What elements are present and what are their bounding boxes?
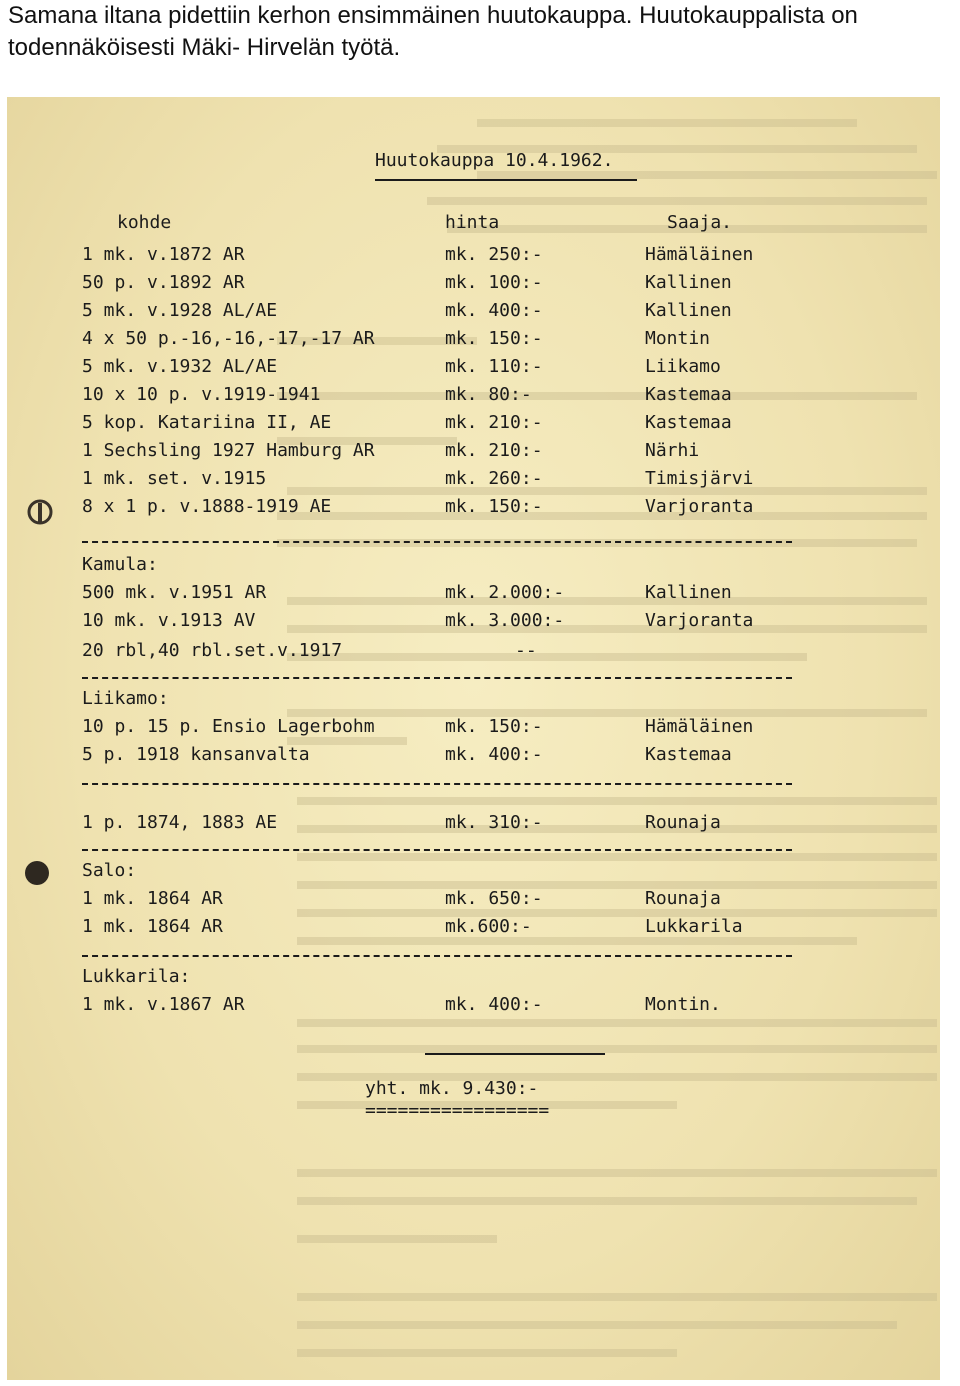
list-item [7, 745, 940, 767]
item-price: mk. 150:- [445, 716, 543, 737]
header-price: hinta [445, 212, 500, 233]
header-buyer: Saaja. [667, 212, 733, 233]
scanned-document [7, 97, 940, 1380]
section-divider [82, 955, 792, 957]
item-name: 1 mk. set. v.1915 [82, 468, 267, 489]
item-price: -- [515, 640, 537, 661]
section-label-lukkarila: Lukkarila: [82, 966, 191, 987]
column-headers [7, 213, 940, 235]
list-item [7, 301, 940, 323]
item-name: 5 kop. Katariina II, AE [82, 412, 332, 433]
item-name: 1 Sechsling 1927 Hamburg AR [82, 440, 375, 461]
item-price: mk. 210:- [445, 412, 543, 433]
item-name: 4 x 50 p.-16,-16,-17,-17 AR [82, 328, 375, 349]
item-price: mk. 2.000:- [445, 582, 565, 603]
item-price: mk.600:- [445, 916, 532, 937]
item-buyer: Närhi [645, 440, 700, 461]
item-name: 1 mk. 1864 AR [82, 888, 223, 909]
item-buyer: Rounaja [645, 812, 721, 833]
header-item: kohde [117, 212, 172, 233]
item-price: mk. 260:- [445, 468, 543, 489]
list-item [7, 611, 940, 633]
item-name: 1 p. 1874, 1883 AE [82, 812, 278, 833]
caption [8, 0, 958, 64]
item-price: mk. 250:- [445, 244, 543, 265]
list-item [7, 329, 940, 351]
item-buyer: Hämäläinen [645, 716, 754, 737]
item-buyer: Lukkarila [645, 916, 743, 937]
list-item [7, 385, 940, 407]
list-item [7, 245, 940, 267]
list-item [7, 413, 940, 435]
item-name: 1 mk. 1864 AR [82, 916, 223, 937]
item-buyer: Varjoranta [645, 496, 754, 517]
item-price: mk. 150:- [445, 496, 543, 517]
list-item [7, 995, 940, 1017]
item-buyer: Kallinen [645, 300, 732, 321]
document-title: Huutokauppa 10.4.1962. [375, 150, 614, 171]
item-price: mk. 400:- [445, 744, 543, 765]
item-price: mk. 400:- [445, 300, 543, 321]
item-name: 20 rbl,40 rbl.set.v.1917 [82, 640, 343, 661]
list-item [7, 497, 940, 519]
item-buyer: Kallinen [645, 272, 732, 293]
item-price: mk. 310:- [445, 812, 543, 833]
total-double-underline: ================= [365, 1100, 550, 1121]
item-name: 5 mk. v.1928 AL/AE [82, 300, 278, 321]
total-amount: yht. mk. 9.430:- [365, 1078, 539, 1099]
item-buyer: Kallinen [645, 582, 732, 603]
item-buyer: Rounaja [645, 888, 721, 909]
list-item [7, 583, 940, 605]
section-divider [82, 849, 792, 851]
item-name: 10 mk. v.1913 AV [82, 610, 256, 631]
caption-line-1: Samana iltana pidettiin kerhon ensimmäinen huutokauppa. Huutokauppalista on [8, 2, 858, 29]
item-price: mk. 100:- [445, 272, 543, 293]
item-name: 8 x 1 p. v.1888-1919 AE [82, 496, 332, 517]
item-name: 5 mk. v.1932 AL/AE [82, 356, 278, 377]
item-name: 1 mk. v.1867 AR [82, 994, 245, 1015]
item-buyer: Hämäläinen [645, 244, 754, 265]
item-name: 50 p. v.1892 AR [82, 272, 245, 293]
list-item [7, 273, 940, 295]
section-divider [82, 677, 792, 679]
item-name: 1 mk. v.1872 AR [82, 244, 245, 265]
item-name: 10 p. 15 p. Ensio Lagerbohm [82, 716, 375, 737]
item-buyer: Liikamo [645, 356, 721, 377]
list-item [7, 813, 940, 835]
list-item [7, 889, 940, 911]
item-buyer: Varjoranta [645, 610, 754, 631]
item-name: 10 x 10 p. v.1919-1941 [82, 384, 321, 405]
punch-hole-icon [23, 859, 51, 887]
section-label-salo: Salo: [82, 860, 137, 881]
caption-line-2: todennäköisesti Mäki- Hirvelän työtä. [8, 34, 401, 61]
list-item [7, 717, 940, 739]
item-price: mk. 110:- [445, 356, 543, 377]
section-label-liikamo: Liikamo: [82, 688, 169, 709]
item-buyer: Montin [645, 328, 711, 349]
item-price: mk. 150:- [445, 328, 543, 349]
list-item [7, 441, 940, 463]
item-buyer: Timisjärvi [645, 468, 754, 489]
list-item [7, 641, 940, 663]
total-rule [425, 1053, 605, 1055]
item-buyer: Montin. [645, 994, 721, 1015]
item-name: 500 mk. v.1951 AR [82, 582, 267, 603]
item-price: mk. 3.000:- [445, 610, 565, 631]
item-buyer: Kastemaa [645, 384, 732, 405]
item-price: mk. 400:- [445, 994, 543, 1015]
item-price: mk. 80:- [445, 384, 532, 405]
item-price: mk. 210:- [445, 440, 543, 461]
item-price: mk. 650:- [445, 888, 543, 909]
section-divider [82, 783, 792, 785]
section-divider [82, 541, 792, 543]
section-label-kamula: Kamula: [82, 554, 158, 575]
list-item [7, 357, 940, 379]
item-buyer: Kastemaa [645, 744, 732, 765]
item-buyer: Kastemaa [645, 412, 732, 433]
title-underline [375, 179, 637, 181]
item-name: 5 p. 1918 kansanvalta [82, 744, 310, 765]
list-item [7, 917, 940, 939]
list-item [7, 469, 940, 491]
